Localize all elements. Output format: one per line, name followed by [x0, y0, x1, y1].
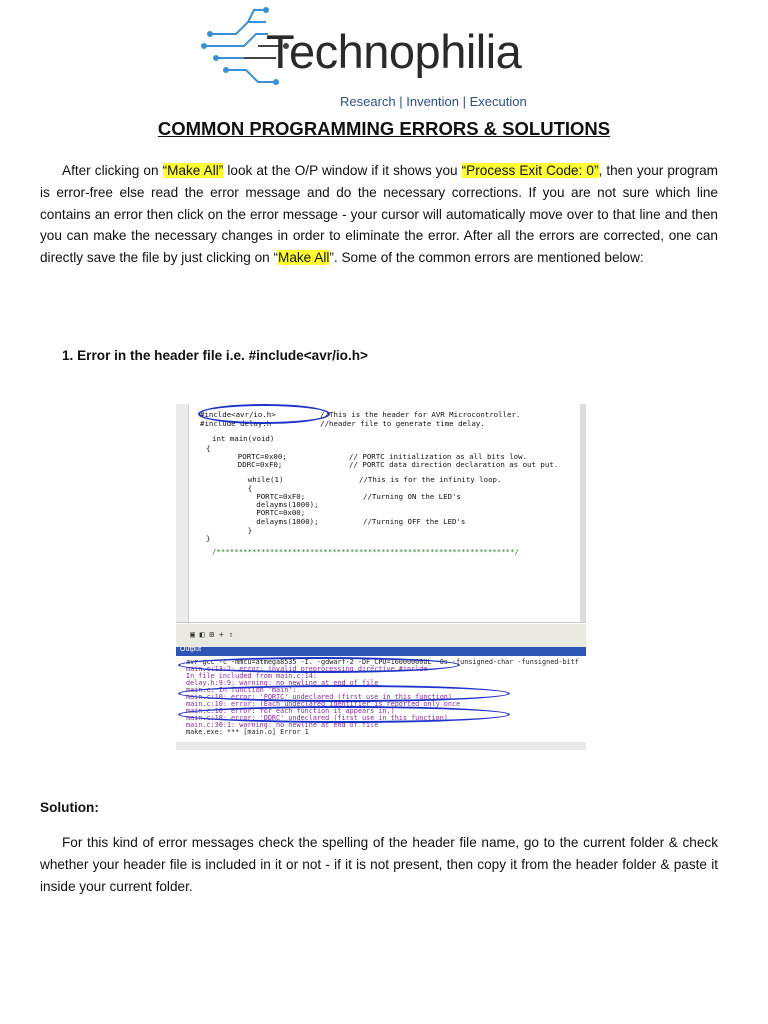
highlight-ellipse — [178, 657, 460, 673]
solution-paragraph: For this kind of error messages check the spelling of the header file name, go to the current folder & check whether your header file is included in it or not - if it is not present, then copy it from the header folder & paste it inside your current folder. — [40, 835, 718, 894]
code-line: /*******************************************************************/ — [212, 547, 520, 556]
output-line: main.c: In function 'main': — [186, 686, 297, 694]
code-line: int main(void) — [212, 434, 275, 443]
intro-text-1: After clicking on — [62, 163, 163, 178]
output-line: make.exe: *** [main.o] Error 1 — [186, 728, 309, 736]
output-header — [176, 647, 586, 656]
code-line: DDRC=0xF0; // PORTC data direction declaration as out put. — [220, 460, 559, 469]
vertical-scrollbar — [580, 404, 586, 622]
solution-heading: Solution: — [40, 800, 99, 815]
output-line: main.c:13:2: error: invalid preprocessing directive #inclde — [186, 665, 428, 673]
ide-screenshot — [176, 404, 586, 750]
highlight-make-all-2: Make All — [278, 250, 330, 266]
output-line: avr-gcc -c -mmcu=atmega8535 -I. -gdwarf-2 -DF_CPU=16000000UL -Os -funsigned-char -funsigned-bitf — [186, 658, 579, 666]
code-line: { — [206, 444, 211, 453]
intro-text-2: look at the O/P window if it shows you — [223, 163, 462, 178]
output-line: delay.h:9:9: warning: no newline at end of file — [186, 679, 379, 687]
code-line: #inclde<avr/io.h> //This is the header for AVR Microcontroller. — [200, 410, 521, 419]
intro-paragraph — [40, 160, 718, 269]
output-line: main.c:18: error: 'DDRC' undeclared (first use in this function) — [186, 714, 448, 722]
highlight-ellipse — [198, 404, 330, 424]
editor-gutter — [176, 404, 189, 622]
intro-text-3: , then your program is error-free else read the error message and do the necessary corrections. If you are not sure which line contains an error then click on the error message - your cursor will automatically move over to that line and then you can make the necessary changes in order to eliminate the error. After all the errors are corrected, one can directly save the file by just clicking on “ — [40, 163, 718, 266]
highlight-ellipse — [178, 706, 510, 723]
output-line: main.c:10: error: 'PORTC' undeclared (first use in this function) — [186, 693, 452, 701]
intro-text-4: ”. Some of the common errors are mentioned below: — [329, 250, 644, 266]
highlight-make-all: “Make All” — [162, 163, 224, 178]
tagline: Research | Invention | Execution — [340, 94, 527, 109]
output-line: main.c:10: error: for each function it appears in.) — [186, 707, 395, 715]
toolbar-icons: ▣ ◧ ⊞ + ⇧ — [190, 630, 234, 639]
technophilia-logo — [196, 4, 536, 114]
section-heading-1: 1. Error in the header file i.e. #include<avr/io.h> — [62, 348, 368, 363]
output-line: main.c:10: error: (Each undeclared identifier is reported only once — [186, 700, 461, 708]
highlight-exit-code: “Process Exit Code: 0” — [461, 163, 599, 178]
output-line: main.c:30:1: warning: no newline at end of file — [186, 721, 379, 729]
code-line: #include delay.h //header file to generate time delay. — [200, 419, 485, 428]
code-line: delayms(1000); //Turning OFF the LED's — [234, 517, 466, 526]
output-toolbar — [176, 624, 586, 649]
code-line: delayms(1000); — [234, 500, 319, 509]
output-title: Output — [180, 646, 202, 653]
page-title: COMMON PROGRAMMING ERRORS & SOLUTIONS — [157, 118, 611, 139]
output-line: In file included from main.c:14: — [186, 672, 317, 680]
code-line: { — [230, 484, 253, 493]
highlight-ellipse — [178, 685, 510, 702]
code-line: } — [230, 526, 253, 535]
code-editor — [176, 404, 586, 623]
code-line: PORTC=0x00; — [234, 508, 306, 517]
logo-wordmark: Technophilia — [266, 25, 522, 78]
code-line: while(1) //This is for the infinity loop. — [230, 475, 502, 484]
code-line: } — [206, 534, 211, 543]
horizontal-scrollbar — [176, 742, 586, 750]
code-line: PORTC=0xF0; //Turning ON the LED's — [234, 492, 461, 501]
code-line: PORTC=0x00; // PORTC initialization as all bits low. — [220, 452, 528, 461]
